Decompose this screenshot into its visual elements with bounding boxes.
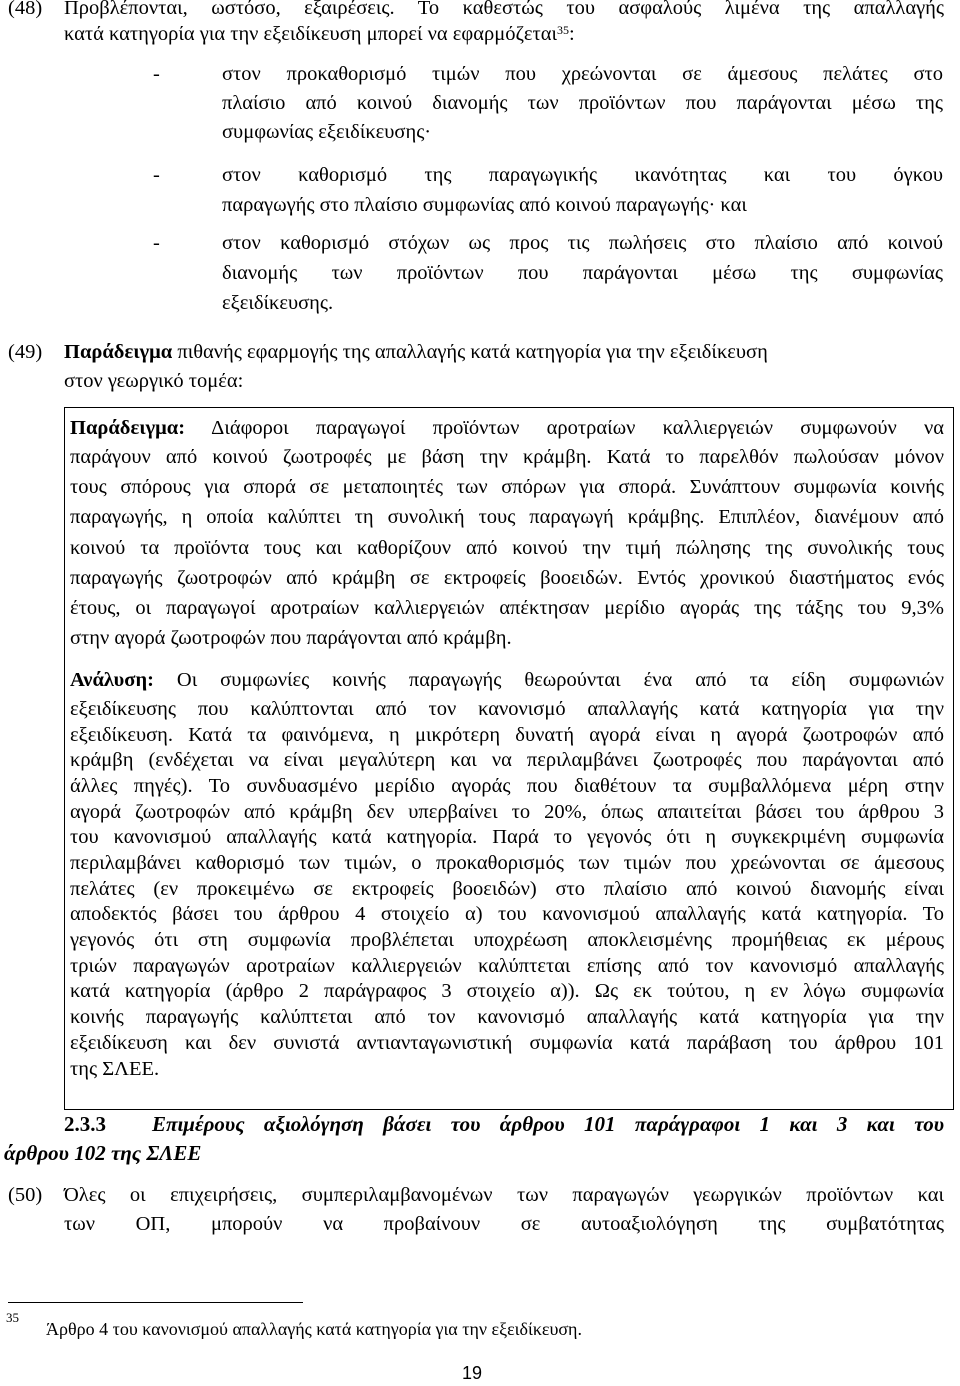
example-label: Παράδειγμα: bbox=[70, 417, 186, 439]
analysis-line: εξειδίκευση. Κατά τα φαινόμενα, η μικρότερη δυνατή αγορά είναι η αγορά ζωοτροφών από bbox=[70, 724, 944, 746]
bullet-3-line: στον καθορισμό στόχων ως προς τις πωλήσεις στο πλαίσιο από κοινού bbox=[222, 232, 943, 254]
example-line: παράγουν από κοινού ζωοτροφές με βάση την κράμβη. Κατά το παρελθόν πωλούσαν μόνον bbox=[70, 446, 944, 468]
example-line: τους σπόρους για σπορά σε μεταποιητές των σπόρων για σπορά. Συνάπτουν συμφωνία κοινής bbox=[70, 476, 944, 498]
analysis-line: περιλαμβάνει καθορισμό των τιμών, ο προκαθορισμός των τιμών που χρεώνονται σε άμεσους bbox=[70, 852, 944, 874]
section-heading: Επιμέρους αξιολόγηση βάσει του άρθρου 101 παράγραφοι 1 και 3 και του bbox=[152, 1112, 944, 1136]
analysis-text: Οι συμφωνίες κοινής παραγωγής θεωρούνται ένα από τα είδη συμφωνιών bbox=[176, 669, 944, 691]
bullet-3-line: εξειδίκευσης. bbox=[222, 292, 334, 314]
analysis-line: της ΣΛΕΕ. bbox=[70, 1058, 160, 1080]
para-48-number: (48) bbox=[8, 0, 43, 19]
para-49-line bbox=[64, 339, 944, 365]
analysis-line: άλλες πηγές). Το συνδυασμένο μερίδιο αγοράς που διαθέτουν τα συμβαλλόμενα μέρη στην bbox=[70, 775, 944, 797]
footnote-ref-35[interactable]: 35 bbox=[557, 23, 570, 37]
analysis-line: εξειδίκευση και δεν συνιστά αντιανταγωνιστική συμφωνία κατά παράβαση του άρθρου 101 bbox=[70, 1032, 944, 1054]
bullet-dash: - bbox=[153, 63, 160, 85]
bullet-1-line: συμφωνίας εξειδίκευσης· bbox=[222, 121, 432, 143]
analysis-line: γεγονός ότι στη συμφωνία προβλέπεται υποχρέωση αποκλεισμένης προμήθειας εκ μέρους bbox=[70, 929, 944, 951]
section-heading: άρθρου 102 της ΣΛΕΕ bbox=[4, 1141, 202, 1165]
bullet-1-line: στον προκαθορισμό τιμών που χρεώνονται σε άμεσους πελάτες στο bbox=[222, 63, 943, 85]
footnote-separator bbox=[8, 1302, 303, 1303]
bullet-1-line: πλαίσιο από κοινού διανομής των προϊόντων που παράγονται μέσω της bbox=[222, 92, 943, 114]
para-49-text: πιθανής εφαρμογής της απαλλαγής κατά κατηγορία για την εξειδίκευση bbox=[177, 341, 768, 363]
example-line: κοινού τα προϊόντα τους και καθορίζουν από κοινού την τιμή πώλησης της συνολικής τους bbox=[70, 537, 944, 559]
para-50-line: των ΟΠ, μπορούν να προβαίνουν σε αυτοαξιολόγηση της συμβατότητας bbox=[64, 1213, 944, 1235]
bullet-2-line: στον καθορισμό της παραγωγικής ικανότητας και του όγκου bbox=[222, 164, 943, 186]
para-50-line: Όλες οι επιχειρήσεις, συμπεριλαμβανομένων των παραγωγών γεωργικών προϊόντων και bbox=[64, 1184, 944, 1206]
example-line bbox=[70, 415, 944, 441]
section-number: 2.3.3 bbox=[64, 1112, 106, 1136]
analysis-line: κοινής παραγωγής καλύπτεται από τον κανονισμό απαλλαγής κατά κατηγορία για την bbox=[70, 1006, 944, 1028]
analysis-line: αγορά ζωοτροφών από κράμβη δεν υπερβαίνει το 20%, όπως απαιτείται βάσει του άρθρου 3 bbox=[70, 801, 944, 823]
bullet-dash: - bbox=[153, 232, 160, 254]
example-line: στην αγορά ζωοτροφών που παράγονται από κράμβη. bbox=[70, 627, 512, 649]
bullet-dash: - bbox=[153, 164, 160, 186]
analysis-line bbox=[70, 667, 944, 693]
example-line: παραγωγής, η οποία καλύπτει τη συνολική τους παραγωγή κράμβης. Επιπλέον, διανέμουν από bbox=[70, 506, 944, 528]
footnote-text: Άρθρο 4 του κανονισμού απαλλαγής κατά κατηγορία για την εξειδίκευση. bbox=[46, 1319, 582, 1339]
analysis-line: τριών παραγωγών αροτραίων καλλιεργειών καλύπτεται επίσης από τον κανονισμό απαλλαγής bbox=[70, 955, 944, 977]
para-49-number: (49) bbox=[8, 341, 43, 363]
para-48-line: Προβλέπονται, ωστόσο, εξαιρέσεις. Το καθεστώς του ασφαλούς λιμένα της απαλλαγής bbox=[64, 0, 944, 19]
example-text: Διάφοροι παραγωγοί προϊόντων αροτραίων καλλιεργειών συμφωνούν να bbox=[211, 417, 944, 439]
para-48-colon: : bbox=[569, 23, 575, 45]
bullet-2-line: παραγωγής στο πλαίσιο συμφωνίας από κοινού παραγωγής· και bbox=[222, 194, 747, 216]
analysis-line: κατά κατηγορία (άρθρο 2 παράγραφος 3 στοιχείο α)). Ως εκ τούτου, η εν λόγω συμφωνία bbox=[70, 980, 944, 1002]
para-50-number: (50) bbox=[8, 1184, 43, 1206]
analysis-label: Ανάλυση: bbox=[70, 669, 154, 691]
analysis-line: του κανονισμού απαλλαγής κατά κατηγορία. Παρά το γεγονός ότι η συγκεκριμένη συμφωνία bbox=[70, 826, 944, 848]
para-49-line: στον γεωργικό τομέα: bbox=[64, 370, 244, 392]
para-49-bold: Παράδειγμα bbox=[64, 341, 173, 363]
analysis-line: κράμβη (ενδέχεται να είναι μεγαλύτερη και να περιλαμβάνει ζωοτροφές που παράγονται από bbox=[70, 749, 944, 771]
page-number: 19 bbox=[462, 1363, 483, 1383]
analysis-line: πελάτες (εν προκειμένω σε εκτροφείς βοοειδών) στο πλαίσιο από κοινού διανομής είναι bbox=[70, 878, 944, 900]
example-line: έτους, οι παραγωγοί αροτραίων καλλιεργειών απέκτησαν μερίδιο αγοράς της τάξης του 9,3% bbox=[70, 597, 944, 619]
bullet-3-line: διανομής των προϊόντων που παράγονται μέσω της συμφωνίας bbox=[222, 262, 943, 284]
para-48-line bbox=[64, 21, 575, 47]
para-48-line-text: κατά κατηγορία για την εξειδίκευση μπορεί να εφαρμόζεται bbox=[64, 23, 558, 45]
example-line: παραγωγής ζωοτροφών από κράμβη σε εκτροφείς βοοειδών. Εντός χρονικού διαστήματος ενός bbox=[70, 567, 944, 589]
analysis-line: εξειδίκευσης που καλύπτονται από τον κανονισμό απαλλαγής κατά κατηγορία για την bbox=[70, 698, 944, 720]
footnote-number: 35 bbox=[6, 1310, 19, 1325]
analysis-line: αποδεκτός βάσει του άρθρου 4 στοιχείο α) του κανονισμού απαλλαγής κατά κατηγορία. Το bbox=[70, 903, 944, 925]
